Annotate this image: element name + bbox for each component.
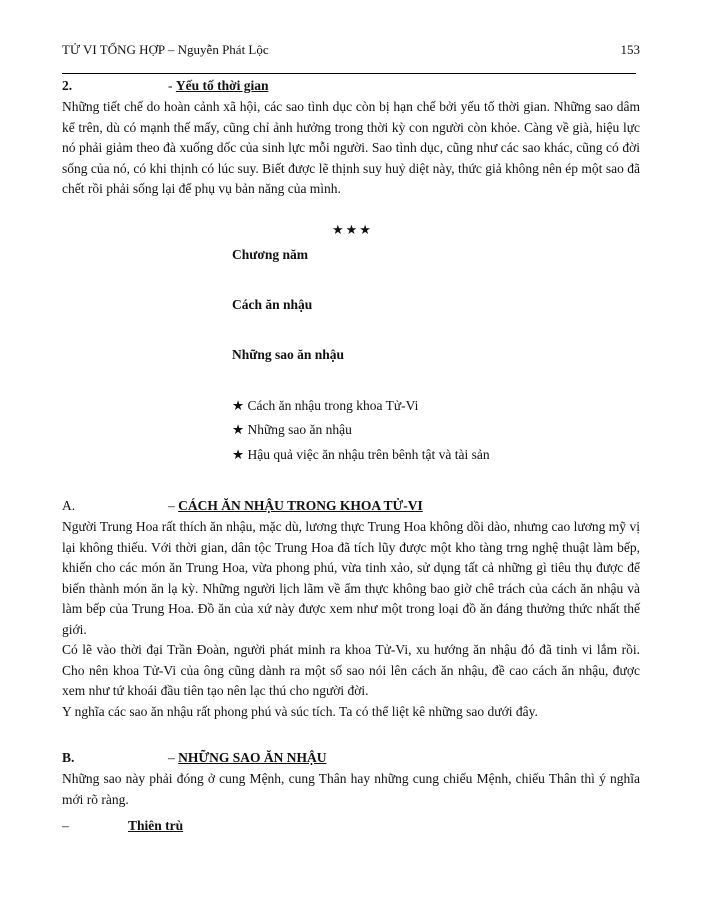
chapter-title: Cách ăn nhậu xyxy=(232,297,313,312)
section-a-paragraph: Có lẽ vào thời đại Trần Đoàn, người phát minh ra khoa Tử-Vi, xu hướng ăn nhậu đó đã tinh vi lắm rồi. Cho nên khoa Tử-Vi của ông cũng dành ra một số sao nói lên cách ăn nhậu, đề cao cách ăn nhậu, được xem như tứ khoái đầu tiên tạo nên lạc thú cho người đời. xyxy=(62,642,640,698)
section-2-paragraph: Những tiết chế do hoàn cảnh xã hội, các sao tình dục còn bị hạn chế bởi yếu tố thời gian. Những sao dâm kể trên, dù có mạnh thế mấy, cũng chỉ ảnh hưởng trong thời kỳ con người còn khỏe. Càng về già, hiệu lực nó phải giảm theo đà xuống dốc của sinh lực mỗi người. Sao tình dục, cũng như các sao khác, cũng có đời sống của nó, có khi thịnh có lúc suy. Biết được lẽ thịnh suy huỷ diệt này, thức giả không nên ép một sao đã chết rồi phải sống lại để phụ vụ bản năng của mình. xyxy=(62,99,640,196)
section-prefix: – xyxy=(168,750,179,765)
section-b-paragraph: Những sao này phải đóng ở cung Mệnh, cung Thân hay những cung chiếu Mệnh, chiếu Thân thì ý nghĩa mới rõ ràng. xyxy=(62,771,640,807)
separator-stars: ★★★ xyxy=(332,222,373,237)
section-a-paragraph: Người Trung Hoa rất thích ăn nhậu, mặc dù, lương thực Trung Hoa không dồi dào, nhưng cao lương mỹ vị lại không thiếu. Với thời gian, dân tộc Trung Hoa đã tích lũy được một kho tàng trng nghệ thuật làm bếp, khiến cho các món ăn Trung Hoa, vừa phong phú, vừa tinh xảo, sử dụng tất cả những gì tiêu thụ được để biến thành món ăn lạ kỳ. Những người lịch lãm về ẩm thực không bao giờ chê trách của cách ăn nhậu và làm bếp của Trung Hoa. Đồ ăn của xứ này được xem như một trong loại đồ ăn đáng thưởng thức nhất thế giới. xyxy=(62,519,640,637)
chapter-contents-item: ★ Cách ăn nhậu trong khoa Tử-Vi xyxy=(232,398,419,413)
header-rule xyxy=(62,73,636,74)
page-number: 153 xyxy=(620,42,640,57)
section-prefix: - xyxy=(168,78,176,93)
section-title: CÁCH ĂN NHẬU TRONG KHOA TỬ-VI xyxy=(178,498,423,513)
section-prefix: – xyxy=(168,498,179,513)
section-title: Yếu tố thời gian xyxy=(175,78,269,93)
chapter-label: Chương năm xyxy=(232,247,308,262)
chapter-subtitle: Những sao ăn nhậu xyxy=(232,347,345,362)
chapter-contents-item: ★ Những sao ăn nhậu xyxy=(232,422,352,437)
section-title: NHỮNG SAO ĂN NHẬU xyxy=(178,750,327,765)
section-number: B. xyxy=(62,750,75,765)
section-a-paragraph: Y nghĩa các sao ăn nhậu rất phong phú và súc tích. Ta có thể liệt kê những sao dưới đây. xyxy=(62,704,538,719)
book-title: TỬ VI TỔNG HỢP – Nguyễn Phát Lộc xyxy=(62,42,269,57)
chapter-contents-item: ★ Hậu quả việc ăn nhậu trên bênh tật và tài sản xyxy=(232,447,490,462)
section-number: 2. xyxy=(62,78,73,93)
section-number: A. xyxy=(62,498,76,513)
star-name: Thiên trù xyxy=(128,818,184,833)
list-dash: – xyxy=(62,818,69,833)
